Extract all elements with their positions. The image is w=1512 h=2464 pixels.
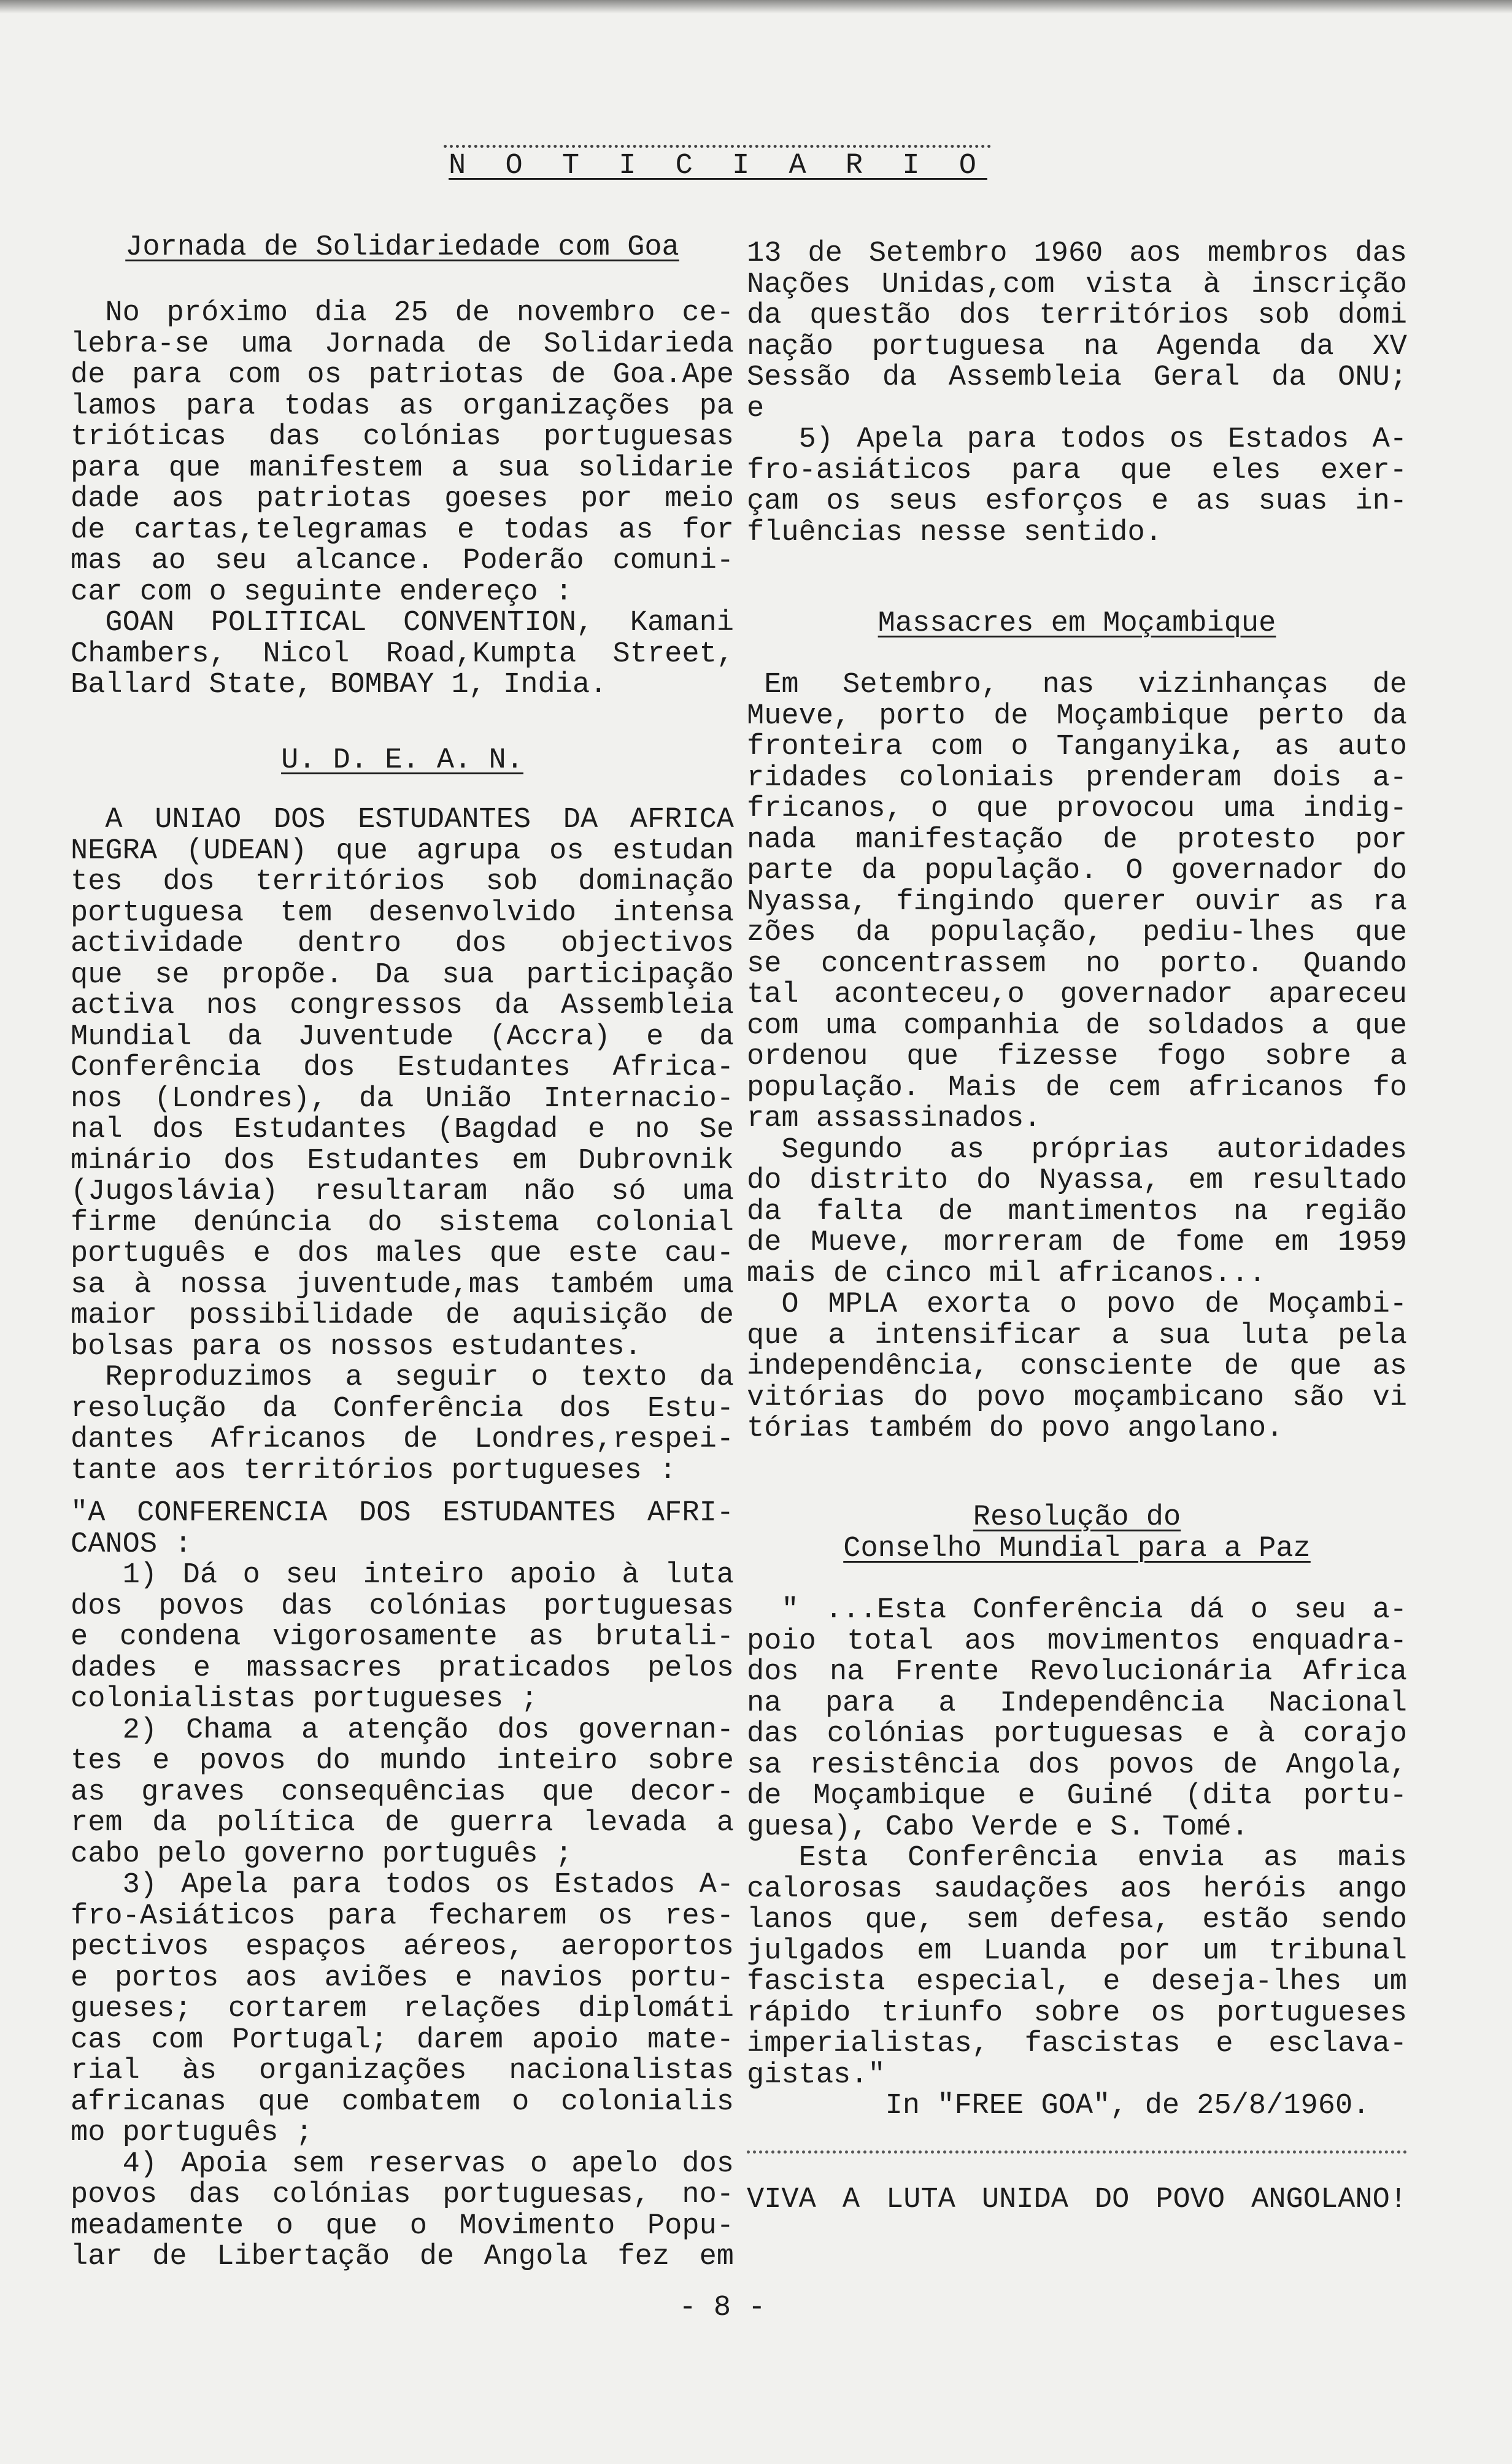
text-line: zões da população, pediu-lhes que: [747, 917, 1407, 949]
text-line: meadamente o que o Movimento Popu-: [71, 2209, 734, 2243]
text-line: O MPLA exorta o povo de Moçambi-: [781, 1288, 1407, 1321]
udean-article-body: [71, 805, 734, 1487]
text-line: 1) Dá o seu inteiro apoio à luta: [122, 1559, 734, 1592]
text-line: guesa), Cabo Verde e S. Tomé.: [747, 1811, 1249, 1844]
text-line: tes e povos do mundo inteiro sobre: [71, 1745, 734, 1777]
text-line: Em Setembro, nas vizinhanças de: [764, 669, 1407, 701]
text-line: para que manifestem a sua solidarie: [71, 452, 734, 485]
text-line: "A CONFERENCIA DOS ESTUDANTES AFRI-: [71, 1497, 734, 1530]
text-line: dos na Frente Revolucionária Africa: [747, 1656, 1407, 1688]
text-line: bolsas para os nossos estudantes.: [71, 1330, 642, 1363]
section-heading-udean-text: U. D. E. A. N.: [281, 744, 523, 777]
text-line: sa à nossa juventude,mas também uma: [71, 1268, 734, 1301]
resolution-item: [71, 2149, 734, 2273]
text-line: Segundo as próprias autoridades: [781, 1133, 1407, 1166]
text-line: colonialistas portugueses ;: [71, 1683, 538, 1715]
student-conference-resolution: [71, 1498, 734, 2273]
text-line: 13 de Setembro 1960 aos membros das: [747, 237, 1407, 270]
text-line: resolução da Conferência dos Estu-: [71, 1392, 734, 1425]
text-line: dantes Africanos de Londres,respei-: [71, 1423, 734, 1456]
udean-paragraph: [71, 1363, 734, 1487]
text-line: maior possibilidade de aquisição de: [71, 1299, 734, 1332]
text-line: trióticas das colónias portuguesas: [71, 421, 734, 453]
text-line: vitórias do povo moçambicano são vi: [747, 1381, 1407, 1414]
resolution-continued: [747, 239, 1407, 549]
text-line: com uma companhia de soldados a que: [747, 1009, 1407, 1042]
massacres-paragraph: [747, 1290, 1407, 1445]
text-line: de para com os patriotas de Goa.Ape: [71, 359, 734, 391]
text-line: fro-Asiáticos para fecharem os res-: [71, 1900, 734, 1933]
text-line: imperialistas, fascistas e esclava-: [747, 2028, 1407, 2060]
text-line: de Mueve, morreram de fome em 1959: [747, 1226, 1407, 1259]
resolution-item: [71, 1560, 734, 1715]
section-heading-udean: [71, 745, 734, 777]
text-line: cabo pelo governo português ;: [71, 1838, 573, 1871]
text-line: pectivos espaços aéreos, aeroportos: [71, 1931, 734, 1963]
peace-council-heading-line: Conselho Mundial para a Paz: [843, 1532, 1311, 1565]
text-line: tante aos territórios portugueses :: [71, 1454, 677, 1487]
text-line: gistas.": [747, 2058, 885, 2092]
text-line: Chambers, Nicol Road,Kumpta Street,: [71, 637, 734, 671]
peace-council-article-body: [747, 1595, 1407, 2122]
page-title: N O T I C I A R I O: [449, 150, 987, 182]
section-heading-massacres-text: Massacres em Moçambique: [878, 607, 1276, 640]
section-heading-goa-text: Jornada de Solidariedade com Goa: [125, 231, 679, 264]
text-line: fascista especial, e deseja-lhes um: [747, 1966, 1407, 1998]
section-heading-peace-council: [747, 1503, 1407, 1565]
peace-council-heading-line: Resolução do: [973, 1501, 1181, 1534]
text-line: cas com Portugal; darem apoio mate-: [71, 2023, 734, 2057]
text-line: NEGRA (UDEAN) que agrupa os estudan: [71, 834, 734, 868]
text-line: rápido triunfo sobre os portugueses: [747, 1996, 1407, 2030]
text-line: lamos para todas as organizações pa: [71, 390, 734, 423]
text-line: (Jugoslávia) resultaram não só uma: [71, 1176, 734, 1208]
goa-paragraph: [71, 298, 734, 608]
text-line: car com o seguinte endereço :: [71, 576, 573, 609]
text-line: 5) Apela para todos os Estados A-: [798, 423, 1407, 456]
text-line: fluências nesse sentido.: [747, 516, 1162, 549]
text-line: ram assassinados.: [747, 1103, 1041, 1135]
text-line: rem da política de guerra levada a: [71, 1807, 734, 1839]
text-line: independência, consciente de que as: [747, 1350, 1407, 1383]
text-line: Sessão da Assembleia Geral da ONU;: [747, 361, 1407, 394]
text-line: parte da população. O governador do: [747, 855, 1407, 887]
text-line: nação portuguesa na Agenda da XV: [747, 330, 1407, 363]
text-line: portuguesa tem desenvolvido intensa: [71, 896, 734, 930]
text-line: ordenou que fizesse fogo sobre a: [747, 1041, 1407, 1073]
text-line: fricanos, o que provocou uma indig-: [747, 793, 1407, 825]
text-line: activa nos congressos da Assembleia: [71, 990, 734, 1022]
text-line: nada manifestação de protesto por: [747, 823, 1407, 857]
text-line: 4) Apoia sem reservas o apelo dos: [122, 2147, 734, 2181]
text-line: africanas que combatem o colonialis: [71, 2085, 734, 2119]
text-line: tórias também do povo angolano.: [747, 1412, 1284, 1445]
text-line: çam os seus esforços e as suas in-: [747, 485, 1407, 518]
resolution-title: [71, 1498, 734, 1560]
text-line: Conferência dos Estudantes Africa-: [71, 1052, 734, 1084]
text-line: 3) Apela para todos os Estados A-: [122, 1869, 734, 1901]
text-line: Mueve, porto de Moçambique perto da: [747, 699, 1407, 733]
text-line: mas ao seu alcance. Poderão comuni-: [71, 545, 734, 577]
text-line: Reproduzimos a seguir o texto da: [105, 1361, 734, 1394]
text-line: calorosas saudações aos heróis ango: [747, 1873, 1407, 1906]
text-line: se concentrassem no porto. Quando: [747, 947, 1407, 980]
text-line: gueses; cortarem relações diplomáti: [71, 1993, 734, 2025]
text-line: povos das colónias portuguesas, no-: [71, 2179, 734, 2211]
text-line: de Moçambique e Guiné (dita portu-: [747, 1780, 1407, 1812]
text-line: da falta de mantimentos na região: [747, 1195, 1407, 1228]
massacres-paragraph: [747, 1135, 1407, 1290]
text-line: fro-asiáticos para que eles exer-: [747, 454, 1407, 487]
resolution-item-continued: [747, 239, 1407, 425]
text-line: Esta Conferência envia as mais: [798, 1842, 1407, 1874]
section-heading-goa: [71, 233, 734, 264]
udean-paragraph: [71, 805, 734, 1363]
text-line: nal dos Estudantes (Bagdad e no Se: [71, 1114, 734, 1146]
text-line: lebra-se uma Jornada de Solidarieda: [71, 328, 734, 361]
text-line: actividade dentro dos objectivos: [71, 928, 734, 960]
text-line: firme denúncia do sistema colonial: [71, 1206, 734, 1239]
text-line: minário dos Estudantes em Dubrovnik: [71, 1144, 734, 1177]
text-line: da questão dos territórios sob domi: [747, 299, 1407, 332]
text-line: dades e massacres praticados pelos: [71, 1652, 734, 1685]
text-line: tal aconteceu,o governador apareceu: [747, 979, 1407, 1011]
text-line: e: [747, 392, 765, 425]
text-line: mais de cinco mil africanos...: [747, 1257, 1267, 1290]
text-line: No próximo dia 25 de novembro ce-: [105, 297, 734, 329]
peace-council-paragraph: [747, 1595, 1407, 1843]
section-heading-massacres: [747, 609, 1407, 640]
peace-council-paragraph: [747, 1843, 1407, 2091]
resolution-item: [71, 1870, 734, 2149]
text-line: dade aos patriotas goeses por meio: [71, 483, 734, 515]
goa-address: [71, 608, 734, 701]
text-line: 2) Chama a atenção dos governan-: [122, 1714, 734, 1747]
text-line: CANOS :: [71, 1528, 192, 1561]
text-line: lanos que, sem defesa, estão sendo: [747, 1904, 1407, 1936]
text-line: e condena vigorosamente as brutali-: [71, 1621, 734, 1654]
goa-article-body: [71, 298, 734, 701]
text-line: português e dos males que este cau-: [71, 1238, 734, 1270]
text-line: das colónias portuguesas e à corajo: [747, 1718, 1407, 1750]
text-line: rial às organizações nacionalistas: [71, 2055, 734, 2087]
source-citation: In "FREE GOA", de 25/8/1960.: [885, 2090, 1370, 2122]
resolution-item: [747, 425, 1407, 549]
text-line: poio total aos movimentos enquadra-: [747, 1625, 1407, 1658]
text-line: GOAN POLITICAL CONVENTION, Kamani: [105, 607, 734, 639]
closing-slogan: VIVA A LUTA UNIDA DO POVO ANGOLANO!: [747, 2184, 1407, 2216]
text-line: Nyassa, fingindo querer ouvir as ra: [747, 885, 1407, 918]
dotted-separator: [747, 2150, 1407, 2154]
massacres-paragraph: [747, 670, 1407, 1135]
resolution-item: [71, 1715, 734, 1871]
text-line: mo português ;: [71, 2117, 313, 2149]
text-line: sa resistência dos povos de Angola,: [747, 1749, 1407, 1782]
massacres-article-body: [747, 670, 1407, 1445]
text-line: julgados em Luanda por um tribunal: [747, 1935, 1407, 1968]
text-line: que se propõe. Da sua participação: [71, 958, 734, 991]
text-line: " ...Esta Conferência dá o seu a-: [781, 1594, 1407, 1627]
text-line: população. Mais de cem africanos fo: [747, 1071, 1407, 1104]
text-line: ridades coloniais prenderam dois a-: [747, 761, 1407, 795]
text-line: na para a Independência Nacional: [747, 1687, 1407, 1720]
text-line: dos povos das colónias portuguesas: [71, 1590, 734, 1623]
text-line: Mundial da Juventude (Accra) e da: [71, 1020, 734, 1053]
text-line: de cartas,telegramas e todas as for: [71, 514, 734, 547]
text-line: e portos aos aviões e navios portu-: [71, 1962, 734, 1995]
scan-edge: [0, 0, 1512, 13]
text-line: que a intensificar a sua luta pela: [747, 1319, 1407, 1352]
text-line: Nações Unidas,com vista à inscrição: [747, 268, 1407, 301]
text-line: as graves consequências que decor-: [71, 1776, 734, 1809]
title-dotted-rule: [444, 145, 991, 148]
text-line: nos (Londres), da União Internacio-: [71, 1082, 734, 1115]
text-line: fronteira com o Tanganyika, as auto: [747, 731, 1407, 763]
text-line: lar de Libertação de Angola fez em: [71, 2241, 734, 2273]
text-line: tes dos territórios sob dominação: [71, 866, 734, 898]
page-number: - 8 -: [679, 2292, 766, 2324]
text-line: Ballard State, BOMBAY 1, India.: [71, 669, 608, 701]
text-line: A UNIAO DOS ESTUDANTES DA AFRICA: [105, 804, 734, 836]
text-line: do distrito do Nyassa, em resultado: [747, 1165, 1407, 1197]
